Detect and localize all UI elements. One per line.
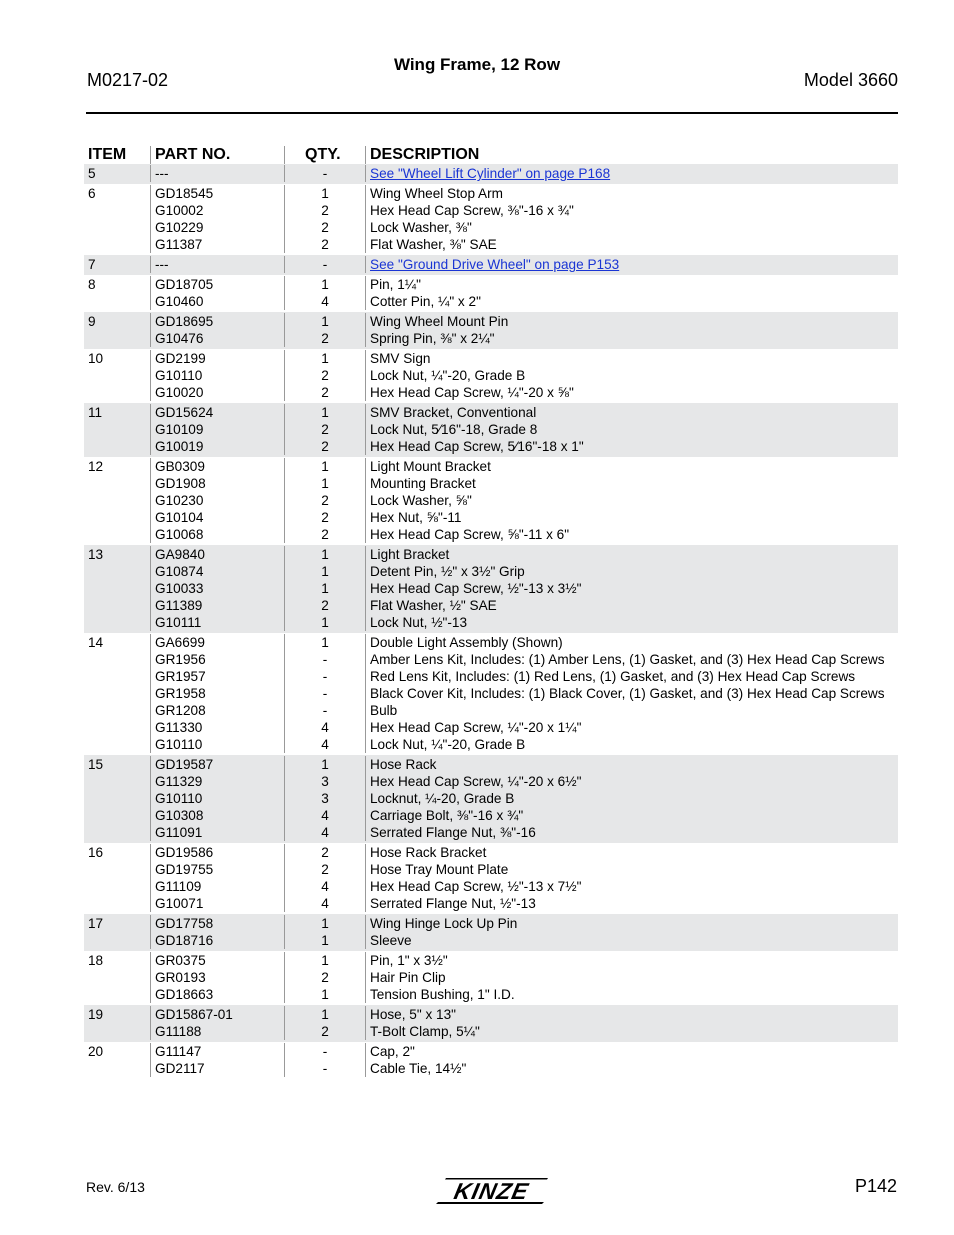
part-number: GD19586 (155, 845, 214, 860)
table-row (84, 914, 898, 951)
description: Hex Head Cap Screw, ½"-13 x 7½" (370, 879, 582, 894)
page-number: P142 (854, 1176, 897, 1196)
column-header-part-no: PART NO. (150, 146, 284, 164)
description: Hose Tray Mount Plate (370, 862, 509, 877)
description: Lock Nut, ¼"-20, Grade B (370, 737, 526, 752)
part-number-cell (150, 313, 284, 347)
description: Detent Pin, ½" x 3½" Grip (370, 564, 525, 579)
description-cell (365, 256, 898, 273)
part-number: GD18695 (155, 314, 214, 329)
quantity-cell (284, 756, 365, 841)
quantity: 3 (321, 791, 329, 806)
item-number: 12 (88, 459, 104, 474)
quantity: 1 (321, 459, 329, 474)
item-number: 13 (88, 547, 104, 562)
description-cell (365, 313, 898, 347)
part-number: G10230 (155, 493, 204, 508)
description: Cable Tie, 14½" (370, 1061, 467, 1076)
description: Flat Washer, ⅜" SAE (370, 237, 497, 252)
quantity-cell (284, 952, 365, 1003)
description: Hex Head Cap Screw, ¼"-20 x 1¼" (370, 720, 582, 735)
part-number: GD18705 (155, 277, 214, 292)
quantity-cell (284, 276, 365, 310)
part-number: --- (155, 257, 169, 272)
quantity: 2 (321, 439, 329, 454)
part-number: GR1958 (155, 686, 206, 701)
description: Pin, 1¼" (370, 277, 421, 292)
part-number: G10020 (155, 385, 204, 400)
part-number: --- (155, 166, 169, 181)
part-number: G11387 (155, 237, 203, 252)
quantity: 1 (321, 564, 329, 579)
description: Amber Lens Kit, Includes: (1) Amber Lens, (1) Gasket, and (3) Hex Head Cap Screws (370, 652, 885, 667)
item-number: 9 (88, 314, 96, 329)
quantity: 1 (321, 953, 329, 968)
item-number: 18 (88, 953, 104, 968)
table-row (84, 633, 898, 755)
description: Hose Rack Bracket (370, 845, 487, 860)
quantity-cell (284, 1043, 365, 1077)
part-number: G11147 (155, 1044, 202, 1059)
description: Sleeve (370, 933, 412, 948)
description: Light Bracket (370, 547, 450, 562)
item-number: 19 (88, 1007, 104, 1022)
part-number-cell (150, 952, 284, 1003)
part-number-cell (150, 1006, 284, 1040)
quantity-cell (284, 844, 365, 912)
part-number: GD2117 (155, 1061, 205, 1076)
part-number: G11188 (155, 1024, 202, 1039)
description: Lock Nut, 5⁄16"-18, Grade 8 (370, 422, 538, 437)
quantity: 2 (321, 493, 329, 508)
description-cell (365, 634, 898, 753)
part-number: G10109 (155, 422, 204, 437)
quantity: 2 (321, 510, 329, 525)
description-cell (365, 756, 898, 841)
item-number: 8 (88, 277, 96, 292)
description: Tension Bushing, 1" I.D. (370, 987, 515, 1002)
quantity-cell (284, 458, 365, 543)
description: Serrated Flange Nut, ½"-13 (370, 896, 536, 911)
description: Lock Nut, ½"-13 (370, 615, 468, 630)
part-number: G11389 (155, 598, 203, 613)
quantity-cell (284, 634, 365, 753)
part-number: GD15867-01 (155, 1007, 233, 1022)
description: Flat Washer, ½" SAE (370, 598, 497, 613)
description: Spring Pin, ⅜" x 2¼" (370, 331, 495, 346)
description: Mounting Bracket (370, 476, 476, 491)
item-number: 11 (88, 405, 103, 420)
quantity: 1 (321, 351, 329, 366)
part-number: GD18545 (155, 186, 214, 201)
part-number: G11330 (155, 720, 203, 735)
description: Hair Pin Clip (370, 970, 446, 985)
table-row (84, 1042, 898, 1079)
description: Bulb (370, 703, 398, 718)
kinze-logo (432, 1175, 550, 1205)
description-cell (365, 844, 898, 912)
part-number: G10229 (155, 220, 204, 235)
quantity: 4 (321, 896, 329, 911)
column-header-description: DESCRIPTION (365, 146, 898, 164)
quantity: 2 (321, 220, 329, 235)
quantity: 2 (321, 422, 329, 437)
part-number: GD19755 (155, 862, 214, 877)
quantity: 4 (321, 720, 329, 735)
part-number: GB0309 (155, 459, 205, 474)
table-row (84, 545, 898, 633)
part-number-cell (150, 458, 284, 543)
part-number: GA6699 (155, 635, 205, 650)
header-rule (86, 112, 898, 114)
description: Hose Rack (370, 757, 437, 772)
description: SMV Bracket, Conventional (370, 405, 537, 420)
description: Serrated Flange Nut, ⅜"-16 (370, 825, 536, 840)
part-number: G10002 (155, 203, 204, 218)
quantity: 3 (321, 774, 329, 789)
table-row (84, 312, 898, 349)
part-number: GR0193 (155, 970, 206, 985)
table-row (84, 349, 898, 403)
table-row (84, 755, 898, 843)
quantity: - (322, 669, 328, 684)
quantity: - (322, 686, 328, 701)
description: Hex Head Cap Screw, ⅝"-11 x 6" (370, 527, 570, 542)
table-row (84, 951, 898, 1005)
part-number: G10874 (155, 564, 204, 579)
description: Carriage Bolt, ⅜"-16 x ¾" (370, 808, 524, 823)
item-number: 14 (88, 635, 104, 650)
table-row (84, 184, 898, 255)
description: Locknut, ¼-20, Grade B (370, 791, 515, 806)
item-number: 6 (88, 186, 96, 201)
part-number: G10476 (155, 331, 204, 346)
quantity-cell (284, 313, 365, 347)
part-number: G10111 (155, 615, 202, 630)
quantity-cell (284, 546, 365, 631)
part-number: G11329 (155, 774, 203, 789)
quantity: 2 (321, 845, 329, 860)
description: T-Bolt Clamp, 5¼" (370, 1024, 480, 1039)
quantity: 2 (321, 385, 329, 400)
part-number-cell (150, 165, 284, 182)
part-number: G10033 (155, 581, 204, 596)
quantity: 2 (321, 331, 329, 346)
part-number-cell (150, 276, 284, 310)
quantity: 4 (321, 825, 329, 840)
quantity: 2 (321, 862, 329, 877)
description: Wing Hinge Lock Up Pin (370, 916, 518, 931)
description: SMV Sign (370, 351, 431, 366)
part-number: GD2199 (155, 351, 206, 366)
description: Hex Head Cap Screw, ⅜"-16 x ¾" (370, 203, 574, 218)
model-label: Model 3660 (803, 70, 898, 90)
part-number: G11109 (155, 879, 202, 894)
quantity: 2 (321, 1024, 329, 1039)
description: Light Mount Bracket (370, 459, 491, 474)
part-number: G10110 (155, 791, 203, 806)
quantity: 1 (321, 757, 329, 772)
description: Lock Washer, ⅜" (370, 220, 472, 235)
description: Hex Head Cap Screw, ¼"-20 x 6½" (370, 774, 582, 789)
quantity: 1 (321, 476, 329, 491)
quantity-cell (284, 256, 365, 273)
item-number: 10 (88, 351, 104, 366)
description: Hose, 5" x 13" (370, 1007, 456, 1022)
quantity-cell (284, 915, 365, 949)
part-number: GA9840 (155, 547, 205, 562)
item-number: 17 (88, 916, 104, 931)
item-number: 5 (88, 166, 96, 181)
part-number: GR0375 (155, 953, 206, 968)
description: Double Light Assembly (Shown) (370, 635, 563, 650)
part-number-cell (150, 915, 284, 949)
document-number: M0217-02 (87, 70, 169, 90)
quantity: 4 (321, 737, 329, 752)
description: Black Cover Kit, Includes: (1) Black Cover, (1) Gasket, and (3) Hex Head Cap Screws (370, 686, 885, 701)
quantity: 1 (321, 615, 329, 630)
quantity-cell (284, 1006, 365, 1040)
quantity: - (322, 257, 328, 272)
quantity: 1 (321, 987, 329, 1002)
part-number: G10110 (155, 368, 203, 383)
part-number-cell (150, 350, 284, 401)
quantity: 1 (321, 1007, 329, 1022)
quantity: 2 (321, 527, 329, 542)
table-row (84, 457, 898, 545)
quantity: - (322, 652, 328, 667)
part-number-cell (150, 634, 284, 753)
part-number: G10104 (155, 510, 204, 525)
quantity-cell (284, 165, 365, 182)
description: Hex Head Cap Screw, ½"-13 x 3½" (370, 581, 582, 596)
column-header-item: ITEM (88, 146, 127, 163)
cross-reference-link[interactable]: See "Ground Drive Wheel" on page P153 (370, 257, 620, 272)
quantity: 1 (321, 635, 329, 650)
description-cell (365, 276, 898, 310)
column-header-qty: QTY. (284, 146, 365, 164)
quantity-cell (284, 350, 365, 401)
table-row (84, 403, 898, 457)
description-cell (365, 404, 898, 455)
description: Hex Head Cap Screw, 5⁄16"-18 x 1" (370, 439, 584, 454)
description: Hex Nut, ⅝"-11 (370, 510, 462, 525)
quantity: - (322, 1044, 328, 1059)
part-number: GD18663 (155, 987, 214, 1002)
table-row (84, 255, 898, 275)
quantity: 2 (321, 368, 329, 383)
description-cell (365, 546, 898, 631)
description-cell (365, 185, 898, 253)
table-row (84, 275, 898, 312)
description: Pin, 1" x 3½" (370, 953, 448, 968)
part-number: G10071 (155, 896, 204, 911)
part-number: G10110 (155, 737, 203, 752)
description: Lock Washer, ⅝" (370, 493, 472, 508)
description-cell (365, 1043, 898, 1077)
item-number: 16 (88, 845, 104, 860)
quantity: 1 (321, 933, 329, 948)
description-cell (365, 350, 898, 401)
item-number: 20 (88, 1044, 104, 1059)
description: Hex Head Cap Screw, ¼"-20 x ⅝" (370, 385, 574, 400)
part-number: G10308 (155, 808, 204, 823)
quantity: 1 (321, 314, 329, 329)
revision-label: Rev. 6/13 (86, 1179, 145, 1195)
quantity: - (322, 166, 328, 181)
quantity: 1 (321, 186, 329, 201)
description-cell (365, 952, 898, 1003)
description-cell (365, 1006, 898, 1040)
part-number-cell (150, 844, 284, 912)
quantity: 4 (321, 879, 329, 894)
table-body (84, 164, 898, 1079)
part-number-cell (150, 546, 284, 631)
page-title: Wing Frame, 12 Row (393, 55, 561, 74)
description-cell (365, 458, 898, 543)
quantity: 1 (321, 581, 329, 596)
description: Wing Wheel Stop Arm (370, 186, 503, 201)
parts-table (84, 141, 898, 1079)
item-number: 7 (88, 257, 96, 272)
part-number: GD1908 (155, 476, 206, 491)
quantity: 1 (321, 547, 329, 562)
quantity: 4 (321, 808, 329, 823)
description: Wing Wheel Mount Pin (370, 314, 509, 329)
quantity: - (322, 1061, 328, 1076)
quantity: 4 (321, 294, 329, 309)
part-number: GD19587 (155, 757, 214, 772)
description: Red Lens Kit, Includes: (1) Red Lens, (1) Gasket, and (3) Hex Head Cap Screws (370, 669, 856, 684)
cross-reference-link[interactable]: See "Wheel Lift Cylinder" on page P168 (370, 166, 611, 181)
quantity: 1 (321, 277, 329, 292)
part-number: GD15624 (155, 405, 214, 420)
part-number-cell (150, 1043, 284, 1077)
item-number: 15 (88, 757, 104, 772)
quantity: - (322, 703, 328, 718)
table-row (84, 164, 898, 184)
quantity: 2 (321, 970, 329, 985)
quantity: 2 (321, 203, 329, 218)
description: Cotter Pin, ¼" x 2" (370, 294, 481, 309)
part-number: G11091 (155, 825, 203, 840)
part-number-cell (150, 256, 284, 273)
table-header (84, 141, 898, 164)
part-number: GD18716 (155, 933, 214, 948)
part-number: GD17758 (155, 916, 214, 931)
description-cell (365, 915, 898, 949)
part-number: GR1956 (155, 652, 206, 667)
description: Cap, 2" (370, 1044, 415, 1059)
part-number-cell (150, 756, 284, 841)
description: Lock Nut, ¼"-20, Grade B (370, 368, 526, 383)
part-number: GR1208 (155, 703, 206, 718)
quantity-cell (284, 185, 365, 253)
description-cell (365, 165, 898, 182)
part-number: G10460 (155, 294, 204, 309)
table-row (84, 1005, 898, 1042)
part-number: G10019 (155, 439, 204, 454)
part-number-cell (150, 404, 284, 455)
part-number: G10068 (155, 527, 204, 542)
quantity-cell (284, 404, 365, 455)
svg-text:KINZE: KINZE (451, 1178, 532, 1204)
part-number-cell (150, 185, 284, 253)
part-number: GR1957 (155, 669, 206, 684)
quantity: 2 (321, 237, 329, 252)
quantity: 2 (321, 598, 329, 613)
table-row (84, 843, 898, 914)
quantity: 1 (321, 916, 329, 931)
quantity: 1 (321, 405, 329, 420)
